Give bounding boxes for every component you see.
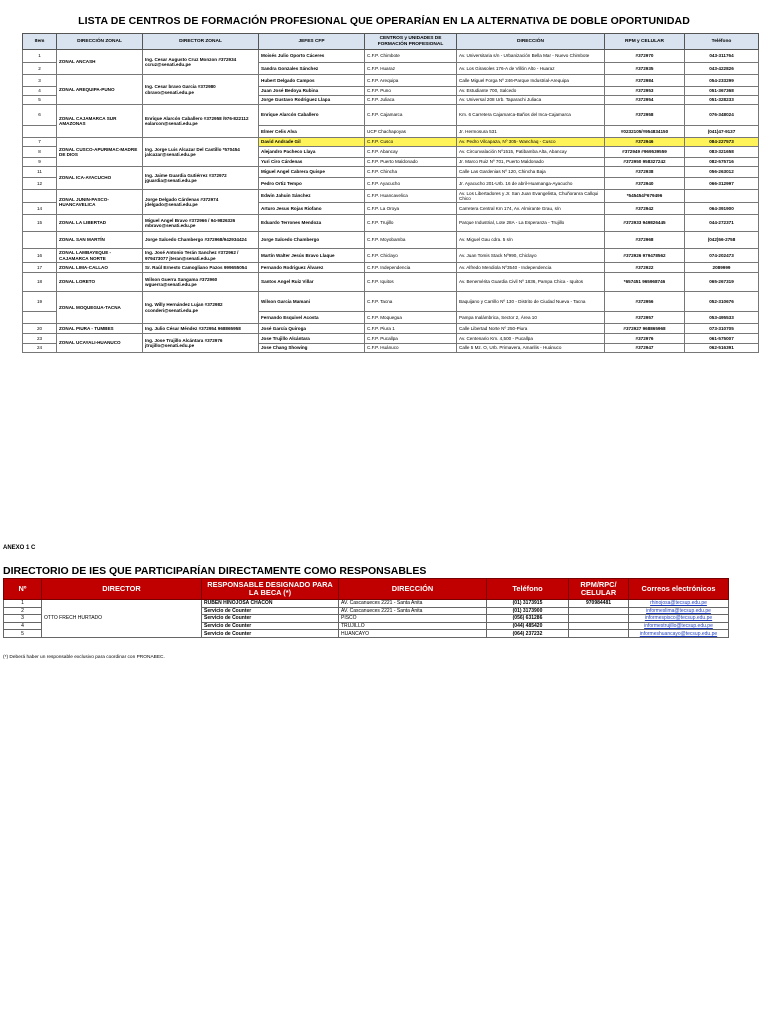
rpm-cell: *657451 965968746: [605, 273, 685, 292]
item-cell: 20: [23, 324, 57, 334]
jefe-cell: Eduardo Terrones Mendoza: [259, 215, 365, 232]
rpm-cell: #372933 949826445: [605, 215, 685, 232]
table-row: [23, 263, 759, 273]
table-row: [23, 105, 759, 126]
phone-cell: (01) 3173915: [487, 600, 569, 608]
phone-cell: 084-227573: [685, 138, 759, 147]
zonal-cell: ZONAL CAJAMARCA SUR AMAZONAS: [57, 105, 143, 138]
email-link[interactable]: informeslima@tecsup.edu.pe: [629, 607, 729, 615]
phone-cell: 064-391900: [685, 203, 759, 215]
jefe-cell: Yuri Ciro Cárdenas: [259, 158, 365, 167]
phone-cell: (01) 3173900: [487, 607, 569, 615]
item-cell: 1: [23, 50, 57, 63]
column-header: DIRECTOR ZONAL: [143, 34, 259, 50]
column-header: DIRECCIÓN: [457, 34, 605, 50]
address-cell: Av. Estudiante 700, Salcedo: [457, 87, 605, 96]
item-cell: 6: [23, 105, 57, 126]
email-link[interactable]: informeshuancayo@tecsup.edu.pe: [629, 630, 729, 638]
address-cell: Av. Circunvalación Nº1515, Patibamba Alta, Abancay: [457, 147, 605, 158]
address-cell: Av. Los Girasoles 176-A de Villón Alto - Huaraz: [457, 63, 605, 75]
item-cell: 7: [23, 138, 57, 147]
director-cell: Ing. Jaime Guardia Gutiérrez #372972 jguardia@senati.edu.pe: [143, 167, 259, 190]
phone-cell: [685, 190, 759, 203]
jefe-cell: Santos Angel Ruiz Villar: [259, 273, 365, 292]
cfp-cell: C.F.P. Arequipa: [365, 75, 457, 87]
rpm-cell: #0232105/#954834150: [605, 126, 685, 138]
item-cell: 2: [23, 63, 57, 75]
rpm-cell: #372949 #969539559: [605, 147, 685, 158]
jefe-cell: Martín Walter Jesús Bravo Llaque: [259, 249, 365, 263]
item-cell: [23, 126, 57, 138]
director-cell: Ing. Jorge Luis Alcazar Del Castillo *570454 jalcazar@senati.edu.pe: [143, 138, 259, 167]
address-cell: Pampa Inalámbrica, Sector 2, Área 10: [457, 312, 605, 324]
address-cell: Jr. Hermosura 531: [457, 126, 605, 138]
responsible-cell: Servicio de Counter: [202, 615, 339, 623]
director-cell: Ing. Willy Hernández Lujan #372982 cconderi@senati.edu.pe: [143, 292, 259, 324]
responsible-cell: Servicio de Counter: [202, 630, 339, 638]
rpm-cell: #372970: [605, 50, 685, 63]
rpm-cell: #372968: [605, 232, 685, 249]
cfp-cell: C.F.P. Huancavelica: [365, 190, 457, 203]
cfp-cell: UCP Chachapoyas: [365, 126, 457, 138]
director-cell: Ing. José Antonio Terán Sanchez #372962 / 979473077 jteran@senati.edu.pe: [143, 249, 259, 263]
page-title: LISTA DE CENTROS DE FORMACIÓN PROFESIONAL QUE OPERARÍAN EN LA ALTERNATIVA DE DOBLE OPORTUNIDAD: [78, 15, 690, 27]
phone-cell: 082-575716: [685, 158, 759, 167]
number-cell: 4: [4, 622, 42, 630]
responsible-cell: Servicio de Counter: [202, 622, 339, 630]
email-link[interactable]: informestrujillo@tecsup.edu.pe: [629, 622, 729, 630]
column-header: Teléfono: [685, 34, 759, 50]
table-row: [23, 292, 759, 312]
cfp-cell: C.F.P. Huánuco: [365, 344, 457, 353]
phone-cell: 056-263012: [685, 167, 759, 178]
table-row: [23, 232, 759, 249]
cfp-cell: C.F.P. Chiclayo: [365, 249, 457, 263]
item-cell: 19: [23, 292, 57, 312]
column-header: Nº: [4, 579, 42, 600]
item-cell: 12: [23, 178, 57, 190]
zonal-cell: ZONAL UCAYALI-HUANUCO: [57, 334, 143, 353]
jefe-cell: Jose Trujillo Alcántara: [259, 334, 365, 344]
cfp-cell: C.F.P. Piura 1: [365, 324, 457, 334]
table-row: [23, 324, 759, 334]
table-row: [4, 600, 729, 608]
phone-cell: 074-202473: [685, 249, 759, 263]
phone-cell: 044-272371: [685, 215, 759, 232]
number-cell: 5: [4, 630, 42, 638]
phone-cell: 066-312997: [685, 178, 759, 190]
cfp-cell: C.F.P. Puerto Maldonado: [365, 158, 457, 167]
director-cell: Wilson Guerra Sangama #372960 wguerra@senati.edu.pe: [143, 273, 259, 292]
phone-cell: 043-311764: [685, 50, 759, 63]
cfp-cell: C.F.P. Cusco: [365, 138, 457, 147]
item-cell: 15: [23, 215, 57, 232]
rpm-cell: #372957: [605, 312, 685, 324]
address-cell: Calle Miguel Forga Nº 246-Parque Industrial-Arequipa: [457, 75, 605, 87]
jefe-cell: Arturo Jesus Rojas Riofano: [259, 203, 365, 215]
column-header: RPM/RPC/ CELULAR: [569, 579, 629, 600]
director-cell: Jorge Salcedo Chambergo #372968/942934424: [143, 232, 259, 249]
item-cell: 4: [23, 87, 57, 96]
zonal-cell: ZONAL JUNIN-PASCO-HUANCAVELICA: [57, 190, 143, 215]
jefe-cell: Jose Chang Showing: [259, 344, 365, 353]
mobile-cell: [569, 630, 629, 638]
phone-cell: 051-367368: [685, 87, 759, 96]
address-cell: Carretera Central Km 174, Av. Almirante Grau, s/n: [457, 203, 605, 215]
email-link[interactable]: informespisco@tecsup.edu.pe: [629, 615, 729, 623]
directory-title: DIRECTORIO DE IES QUE PARTICIPARÍAN DIRECTAMENTE COMO RESPONSABLES: [3, 565, 427, 577]
zonal-cell: ZONAL MOQUEGUA-TACNA: [57, 292, 143, 324]
phone-cell: 062-516391: [685, 344, 759, 353]
number-cell: 1: [4, 600, 42, 608]
item-cell: 18: [23, 273, 57, 292]
rpm-cell: #372927 968865968: [605, 324, 685, 334]
phone-cell: 052-310676: [685, 292, 759, 312]
address-cell: Av. Juan Tomis Stack Nº990, Chiclayo: [457, 249, 605, 263]
email-link[interactable]: rhinojosa@tecsup.edu.pe: [629, 600, 729, 608]
address-cell: Av. Pedro Vilcapaza, Nº 305- Wanchaq - Cusco: [457, 138, 605, 147]
cfp-cell: C.F.P. Iquitos: [365, 273, 457, 292]
phone-cell: (042)56-2758: [685, 232, 759, 249]
footnote: (*) Deberá haber un responsable exclusivo para coordinar con PRONABEC.: [3, 655, 165, 660]
column-header: RESPONSABLE DESIGNADO PARA LA BECA (*): [202, 579, 339, 600]
rpm-cell: #372953: [605, 87, 685, 96]
item-cell: 17: [23, 263, 57, 273]
column-header: Item: [23, 34, 57, 50]
zonal-cell: ZONAL CUSCO-APURIMAC-MADRE DE DIOS: [57, 138, 143, 167]
zonal-cell: ZONAL LORETO: [57, 273, 143, 292]
cfp-cell: C.F.P. Moyobamba: [365, 232, 457, 249]
address-cell: AV. Cascanueces 2221 - Santa Anita: [339, 600, 487, 608]
address-cell: Av. Benemérita Guardia Civil Nº 1836, Pampa Chica - Iquitos: [457, 273, 605, 292]
table-row: [23, 190, 759, 203]
address-cell: HUANCAYO: [339, 630, 487, 638]
zonal-cell: ZONAL ANCASH: [57, 50, 143, 75]
address-cell: Av. Centenario Km. 4,500 - Pucallpa: [457, 334, 605, 344]
address-cell: Baquijano y Carrillo Nº 130 - Distrito de Ciudad Nueva - Tacna: [457, 292, 605, 312]
cfp-cell: C.F.P. Puno: [365, 87, 457, 96]
number-cell: 3: [4, 615, 42, 623]
rpm-cell: #372954: [605, 96, 685, 105]
jefe-cell: Enrique Alarcón Caballero: [259, 105, 365, 126]
rpm-cell: #372940: [605, 178, 685, 190]
zonal-cell: ZONAL ICA-AYACUCHO: [57, 167, 143, 190]
table-row: [23, 138, 759, 147]
item-cell: [23, 190, 57, 203]
table-row: [23, 215, 759, 232]
rpm-cell: #372938: [605, 167, 685, 178]
rpm-cell: *545454/*679496: [605, 190, 685, 203]
address-cell: PISCO: [339, 615, 487, 623]
cfp-cell: C.F.P. Moquegua: [365, 312, 457, 324]
phone-cell: (044) 485420: [487, 622, 569, 630]
cfp-cell: C.F.P. Pucallpa: [365, 334, 457, 344]
item-cell: 14: [23, 203, 57, 215]
phone-cell: 073-310705: [685, 324, 759, 334]
jefe-cell: Jorge Salcedo Chambergo: [259, 232, 365, 249]
column-header: DIRECCIÓN ZONAL: [57, 34, 143, 50]
column-header: RPM y CELULAR: [605, 34, 685, 50]
cfp-table: [22, 33, 759, 353]
zonal-cell: ZONAL AREQUIPA-PUNO: [57, 75, 143, 105]
phone-cell: 053-495533: [685, 312, 759, 324]
number-cell: 2: [4, 607, 42, 615]
cfp-cell: C.F.P. Abancay: [365, 147, 457, 158]
jefe-cell: Wilson Garcia Mamani: [259, 292, 365, 312]
phone-cell: 051-328233: [685, 96, 759, 105]
column-header: CENTROS y UNIDADES DE FORMACIÓN PROFESIONAL: [365, 34, 457, 50]
rpm-cell: #372946: [605, 138, 685, 147]
rpm-cell: #372942: [605, 203, 685, 215]
director-cell: Ing. Cesar bravo Garcia #372980 cbravo@senati.edu.pe: [143, 75, 259, 105]
phone-cell: (056) 631286: [487, 615, 569, 623]
phone-cell: 083-321658: [685, 147, 759, 158]
address-cell: Jr. Ayacucho 201-Urb. 16 de abril-Huamanga-Ayacucho: [457, 178, 605, 190]
cfp-cell: C.F.P. La Oroya: [365, 203, 457, 215]
address-cell: Av. Universitaria s/n - Urbanización Bella Mar - Nuevo Chimbote: [457, 50, 605, 63]
zonal-cell: ZONAL LA LIBERTAD: [57, 215, 143, 232]
director-cell: Ing. Jose Trujillo Alcántara #372976 jtrujillo@senati.edu.pe: [143, 334, 259, 353]
zonal-cell: ZONAL LAMBAYEQUE - CAJAMARCA NORTE: [57, 249, 143, 263]
jefe-cell: Moisés Julio Oporto Cáceres: [259, 50, 365, 63]
column-header: DIRECCIÓN: [339, 579, 487, 600]
item-cell: [23, 312, 57, 324]
address-cell: Av. Alfredo Mendiola Nº3540 - Independencia: [457, 263, 605, 273]
item-cell: 8: [23, 147, 57, 158]
mobile-cell: [569, 622, 629, 630]
column-header: Correos electrónicos: [629, 579, 729, 600]
director-cell: Sr. Raúl Ernesto Camogliano Pazos 999655054: [143, 263, 259, 273]
jefe-cell: Edwin Jahuin Sánchez: [259, 190, 365, 203]
column-header: Teléfono: [487, 579, 569, 600]
mobile-cell: [569, 615, 629, 623]
rpm-cell: #372926 979478562: [605, 249, 685, 263]
cfp-cell: C.F.P. Chimbote: [365, 50, 457, 63]
rpm-cell: #372976: [605, 334, 685, 344]
jefe-cell: Fernando Esquivel Acosta: [259, 312, 365, 324]
jefe-cell: Jorge Gustavo Rodriguez Llapa: [259, 96, 365, 105]
cfp-cell: C.F.P. Ayacucho: [365, 178, 457, 190]
item-cell: 23: [23, 334, 57, 344]
mobile-cell: [569, 607, 629, 615]
phone-cell: 043-422826: [685, 63, 759, 75]
phone-cell: 061-575007: [685, 334, 759, 344]
director-cell: Ing. Julio César Méndez #372954 968865958: [143, 324, 259, 334]
responsible-cell: Servicio de Counter: [202, 607, 339, 615]
director-cell: OTTO FRECH HURTADO: [42, 600, 202, 638]
annex-label: ANEXO 1 C: [3, 545, 36, 551]
jefe-cell: Fernando Rodriguez Álvarez: [259, 263, 365, 273]
item-cell: 16: [23, 249, 57, 263]
zonal-cell: ZONAL SAN MARTÍN: [57, 232, 143, 249]
address-cell: Km. 6 Carretera Cajamarca-Baños del Inca-Cajamarca: [457, 105, 605, 126]
rpm-cell: #372956: [605, 292, 685, 312]
cfp-cell: C.F.P. Juliaca: [365, 96, 457, 105]
column-header: JEFES CFP: [259, 34, 365, 50]
table-row: [23, 50, 759, 63]
phone-cell: 054-233299: [685, 75, 759, 87]
item-cell: 11: [23, 167, 57, 178]
table-row: [23, 75, 759, 87]
address-cell: Parque Industrial, Lote 28A - La Esperanza - Trujillo: [457, 215, 605, 232]
phone-cell: 065-267319: [685, 273, 759, 292]
rpm-cell: #372935: [605, 63, 685, 75]
phone-cell: (064) 237232: [487, 630, 569, 638]
address-cell: Jr. Marco Ruiz Nº 701, Puerto Maldonado: [457, 158, 605, 167]
jefe-cell: Sandra Gonzales Sánchez: [259, 63, 365, 75]
rpm-cell: #372922: [605, 263, 685, 273]
item-cell: [23, 232, 57, 249]
address-cell: Calle Las Gardenias Nº 120, Chincha Baja: [457, 167, 605, 178]
rpm-cell: #372958: [605, 105, 685, 126]
zonal-cell: ZONAL PIURA - TUMBES: [57, 324, 143, 334]
address-cell: AV. Cascanueces 2221 - Santa Anita: [339, 607, 487, 615]
phone-cell: 2089999: [685, 263, 759, 273]
rpm-cell: #372947: [605, 344, 685, 353]
director-cell: Miguel Angel Bravo #372966 / 94-9826326 mbravo@senati.edu.pe: [143, 215, 259, 232]
address-cell: Av. Miguel Gau cdra. 5 s/n: [457, 232, 605, 249]
director-cell: Jorge Delgado Cárdenas #372974 jdelgado@senati.edu.pe: [143, 190, 259, 215]
phone-cell: (041)47-9137: [685, 126, 759, 138]
table-row: [23, 249, 759, 263]
jefe-cell: David Andrade Gil: [259, 138, 365, 147]
item-cell: 24: [23, 344, 57, 353]
column-header: DIRECTOR: [42, 579, 202, 600]
table-row: [23, 167, 759, 178]
item-cell: 3: [23, 75, 57, 87]
address-cell: Av. Los Libertadores y Jr. San Juan Evangelista, Chuñoranra Callqui Chico: [457, 190, 605, 203]
ies-table: [3, 578, 729, 638]
cfp-cell: C.F.P. Chincha: [365, 167, 457, 178]
jefe-cell: Alejandro Pacheco Llaya: [259, 147, 365, 158]
phone-cell: 076-348024: [685, 105, 759, 126]
jefe-cell: Elmer Celis Alva: [259, 126, 365, 138]
jefe-cell: Pedro Ortiz Tempo: [259, 178, 365, 190]
cfp-cell: C.F.P. Huaraz: [365, 63, 457, 75]
jefe-cell: Juan José Bedoya Rubina: [259, 87, 365, 96]
mobile-cell: 970984481: [569, 600, 629, 608]
table-row: [23, 334, 759, 344]
address-cell: TRUJILLO: [339, 622, 487, 630]
address-cell: Av. Universal 208 Urb. Taparachi Juliaca: [457, 96, 605, 105]
jefe-cell: Miguel Angel Cabrera Quispe: [259, 167, 365, 178]
item-cell: 9: [23, 158, 57, 167]
rpm-cell: #372950 958327242: [605, 158, 685, 167]
cfp-cell: C.F.P. Tacna: [365, 292, 457, 312]
director-cell: Enrique Alarcón Caballero #372958 /976-822112 ealarcon@senati.edu.pe: [143, 105, 259, 138]
zonal-cell: ZONAL LIMA-CALLAO: [57, 263, 143, 273]
director-cell: Ing. Cesar Augusto Cruz Monzon #372934 ccruz@senati.edu.pe: [143, 50, 259, 75]
responsible-cell: RUBEN HINOJOSA CHACON: [202, 600, 339, 608]
rpm-cell: #372984: [605, 75, 685, 87]
cfp-cell: C.F.P. Trujillo: [365, 215, 457, 232]
item-cell: 5: [23, 96, 57, 105]
table-row: [23, 273, 759, 292]
cfp-cell: C.F.P. Independencia: [365, 263, 457, 273]
jefe-cell: Hubert Delgado Campos: [259, 75, 365, 87]
jefe-cell: José García Quiroga: [259, 324, 365, 334]
address-cell: Calle Libertad Norte Nº 250-Piura: [457, 324, 605, 334]
address-cell: Calle 5 Mz. O, Urb. Primavera, Amarilis - Huánuco: [457, 344, 605, 353]
cfp-cell: C.F.P. Cajamarca: [365, 105, 457, 126]
